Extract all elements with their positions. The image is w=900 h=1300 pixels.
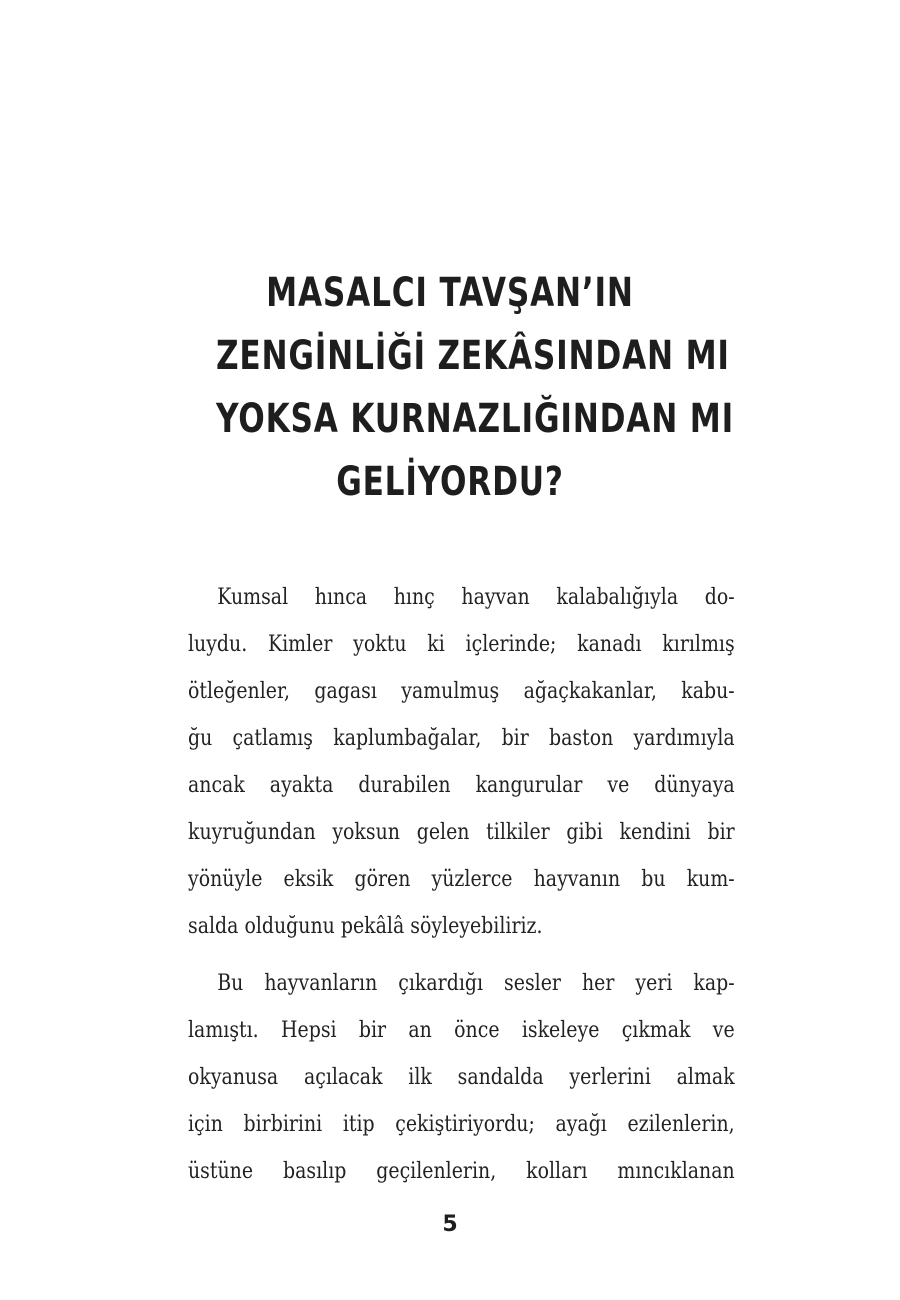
chapter-title-line: YOKSA KURNAZLIĞINDAN MI (216, 396, 734, 442)
text-line: ancak ayakta durabilen kangurular ve dünyaya (188, 773, 735, 798)
text-line: Bu hayvanların çıkardığı sesler her yeri kap- (217, 971, 735, 996)
text-line: lamıştı. Hepsi bir an önce iskeleye çıkmak ve (188, 1018, 735, 1043)
text-line: luydu. Kimler yoktu ki içlerinde; kanadı kırılmış (188, 632, 735, 657)
chapter-title (216, 262, 734, 514)
text-line: kuyruğundan yoksun gelen tilkiler gibi kendini bir (188, 820, 735, 845)
paragraph-1 (188, 574, 736, 950)
chapter-title-line: ZENGİNLİĞİ ZEKÂSINDAN MI (216, 333, 730, 379)
body-text (188, 574, 736, 1195)
text-line: salda olduğunu pekâlâ söyleyebiliriz. (188, 914, 543, 939)
page-number: 5 (442, 1212, 458, 1237)
text-line: yönüyle eksik gören yüzlerce hayvanın bu kum- (188, 867, 735, 892)
text-line: okyanusa açılacak ilk sandalda yerlerini almak (188, 1065, 735, 1090)
text-line: üstüne basılıp geçilenlerin, kolları mıncıklanan (188, 1159, 735, 1184)
chapter-title-line: GELİYORDU? (336, 459, 564, 505)
text-line: için birbirini itip çekiştiriyordu; ayağı ezilenlerin, (188, 1112, 735, 1137)
text-line: ötleğenler, gagası yamulmuş ağaçkakanlar, kabu- (188, 679, 735, 704)
text-line: ğu çatlamış kaplumbağalar, bir baston yardımıyla (188, 726, 735, 751)
paragraph-2 (188, 960, 736, 1195)
chapter-title-line: MASALCI TAVŞAN’IN (266, 270, 634, 316)
text-line: Kumsal hınca hınç hayvan kalabalığıyla do- (217, 585, 735, 610)
